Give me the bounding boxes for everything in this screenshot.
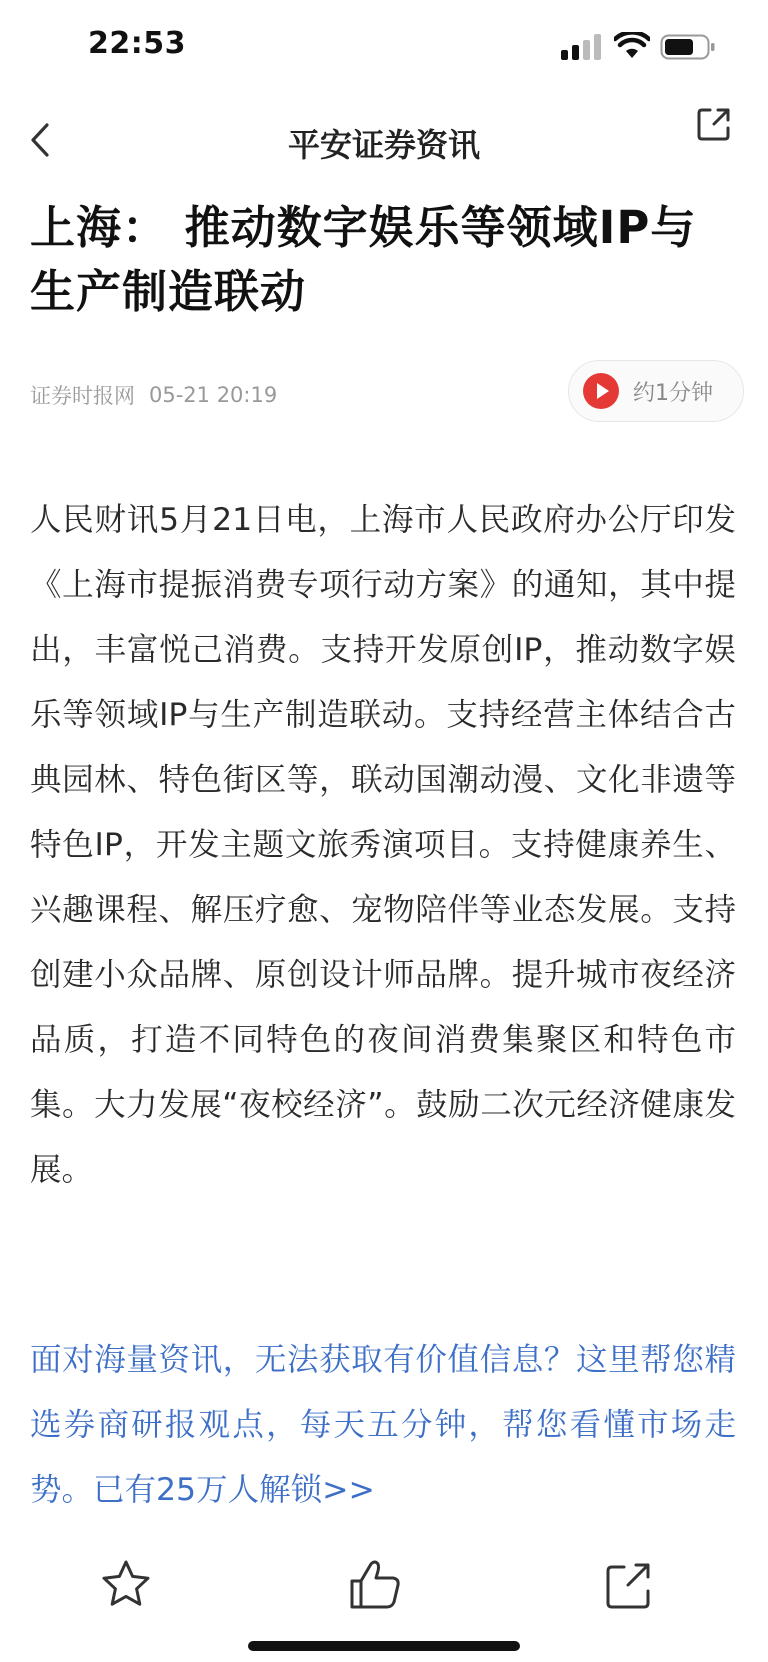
article-body: 人民财讯5月21日电，上海市人民政府办公厅印发《上海市提振消费专项行动方案》的通知，其中提出，丰富悦己消费。支持开发原创IP，推动数字娱乐等领域IP与生产制造联动。支持经营主体结合古典园林、特色街区等，联动国潮动漫、文化非遗等特色IP，开发主题文旅秀演项目。支持健康养生、兴趣课程、解压疗愈、宠物陪伴等业态发展。支持创建小众品牌、原创设计师品牌。提升城市夜经济品质，打造不同特色的夜间消费集聚区和特色市集。大力发展“夜校经济”。鼓励二次元经济健康发展。 <box>30 502 736 1188</box>
page-title: 平安证券资讯 <box>287 126 480 164</box>
bottom-toolbar <box>0 1555 768 1635</box>
share-icon[interactable] <box>600 1555 660 1615</box>
play-icon <box>583 373 619 409</box>
article-meta <box>30 380 277 410</box>
article-datetime: 05-21 20:19 <box>149 383 278 407</box>
status-time: 22:53 <box>88 26 186 61</box>
thumbs-up-icon[interactable] <box>346 1555 406 1615</box>
status-bar <box>0 0 768 90</box>
audio-duration-label: 约1分钟 <box>633 380 713 406</box>
promo-link[interactable]: 面对海量资讯，无法获取有价值信息？这里帮您精选券商研报观点，每天五分钟，帮您看懂市场走势。已有25万人解锁>> <box>30 1342 736 1508</box>
share-icon[interactable] <box>694 104 734 144</box>
home-indicator[interactable] <box>248 1641 520 1651</box>
battery-icon <box>660 34 716 60</box>
star-icon[interactable] <box>96 1555 156 1615</box>
listen-audio-button[interactable] <box>568 360 744 422</box>
article-title: 上海： 推动数字娱乐等领域IP与生产制造联动 <box>30 201 697 318</box>
nav-bar <box>0 90 768 190</box>
wifi-icon <box>614 32 650 60</box>
cellular-signal-icon <box>561 34 605 60</box>
article-source: 证券时报网 <box>30 384 135 408</box>
